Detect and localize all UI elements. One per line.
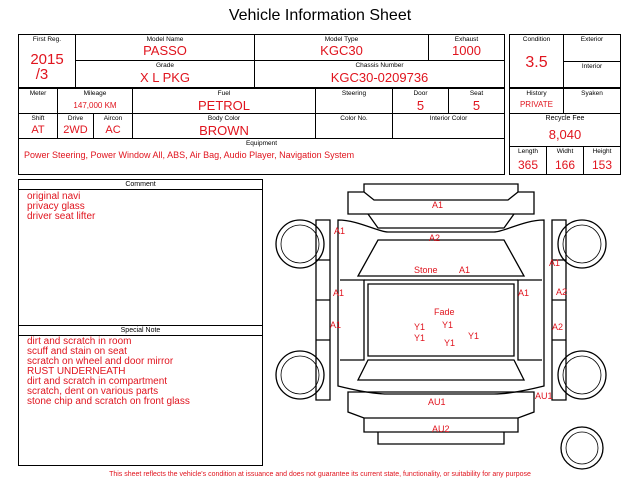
history-cell [509,88,564,114]
mileage-cell [57,88,133,114]
damage-code: AU2 [432,424,450,434]
recycle-header: Recycle Fee [545,115,585,122]
width-cell [546,146,584,175]
steering-cell [315,88,393,114]
chassis-value: KGC30-0209736 [330,70,429,85]
seat-value: 5 [472,98,481,113]
exhaust-cell [428,34,505,61]
comment-box [18,179,263,326]
damage-code: Y1 [468,331,480,341]
length-header: Length [518,148,538,155]
damage-code: A2 [556,287,568,297]
fuel-header: Fuel [217,90,231,97]
comment-line: privacy glass [27,201,85,212]
length-value: 365 [517,158,539,172]
interior-color-header: Interior Color [429,115,468,122]
shift-value: AT [31,124,45,136]
damage-code: AU1 [535,391,553,401]
model-type-value: KGC30 [320,43,363,58]
grade-value: X L PKG [139,70,191,85]
special-note-box [18,325,263,466]
body-color-cell [132,113,316,139]
wheel-rear-right [558,351,606,399]
right-side-outline [552,220,566,400]
condition-value: 3.5 [525,54,548,71]
first-reg-cell [18,34,76,88]
door-cell [392,88,449,114]
comment-header: Comment [19,180,262,190]
sheet-title: Vehicle Information Sheet [228,7,412,24]
windshield [358,240,524,276]
special-note-line: dirt and scratch in room [27,336,132,347]
spare-wheel [561,427,603,469]
special-note-header: Special Note [19,326,262,336]
damage-code: A1 [432,200,444,210]
first-reg-month: /3 [35,66,49,83]
special-note-line: dirt and scratch in compartment [27,376,168,387]
height-header: Height [592,148,612,155]
aircon-header: Aircon [103,115,123,122]
mileage-value: 147,000 KM [73,101,117,110]
condition-cell [509,34,564,88]
fuel-value: PETROL [197,98,250,113]
comment-line: original navi [27,191,81,202]
color-no-cell [315,113,393,139]
damage-code: A1 [459,265,471,275]
exterior-cell [563,34,621,62]
width-header: Widht [556,148,574,155]
aircon-value: AC [105,124,121,136]
damage-code: A1 [334,226,346,236]
drive-cell [57,113,94,139]
damage-code: Y1 [414,322,426,332]
recycle-cell [509,113,621,147]
special-note-line: RUST UNDERNEATH [27,366,126,377]
damage-code: A1 [518,288,530,298]
comment-line: driver seat lifter [27,211,96,222]
first-reg-year: 2015 [30,51,64,68]
recycle-value: 8,040 [548,127,582,142]
model-type-header: Model Type [324,36,359,43]
condition-header: Condition [522,36,551,43]
wheel-rear-left [276,351,324,399]
interior-header: Interior [581,63,603,70]
damage-code: A1 [549,258,561,268]
special-note-line: scuff and stain on seat [27,346,127,357]
shift-cell [18,113,58,139]
damage-code: A1 [333,288,345,298]
meter-cell [18,88,58,114]
wheel-front-left [276,220,324,268]
damage-code: Y1 [442,320,454,330]
equipment-header: Equipment [245,140,278,147]
damage-code: Y1 [444,338,456,348]
height-cell [583,146,621,175]
exhaust-value: 1000 [452,43,481,58]
shift-header: Shift [31,115,45,122]
damage-code: AU1 [428,397,446,407]
special-note-line: scratch, dent on various parts [27,386,159,397]
drive-value: 2WD [63,124,88,136]
damage-code: Y1 [414,333,426,343]
steering-header: Steering [341,90,367,97]
left-side-outline [316,220,330,400]
body-color-value: BROWN [199,123,249,138]
drive-header: Drive [67,115,84,122]
body-color-header: Body Color [207,115,241,122]
width-value: 166 [554,158,576,172]
exhaust-header: Exhaust [454,36,479,43]
mileage-header: Mileage [83,90,107,97]
equipment-value: Power Steering, Power Window All, ABS, Air Bag, Audio Player, Navigation System [24,150,355,160]
interior-color-cell [392,113,505,139]
history-header: History [526,90,547,97]
length-cell [509,146,547,175]
model-name-cell [75,34,255,61]
grade-header: Grade [155,62,175,69]
fuel-cell [132,88,316,114]
door-header: Door [413,90,428,97]
height-value: 153 [591,158,613,172]
chassis-header: Chassis Number [355,62,404,69]
seat-header: Seat [469,90,484,97]
meter-header: Meter [29,90,47,97]
special-note-line: scratch on wheel and door mirror [27,356,174,367]
disclaimer-footer: This sheet reflects the vehicle's condition at issuance and does not guarantee its current state, functionality, or suitability for any purpose [109,471,531,478]
equipment-cell [18,138,505,175]
seat-cell [448,88,505,114]
aircon-cell [93,113,133,139]
damage-code: Fade [434,307,455,317]
special-note-line: stone chip and scratch on front glass [27,396,190,407]
damage-code: A2 [552,322,564,332]
wheel-front-right [558,220,606,268]
door-value: 5 [416,98,425,113]
color-no-header: Color No. [340,115,368,122]
comment-list [27,192,95,222]
interior-cell [563,61,621,88]
model-type-cell [254,34,429,61]
exterior-header: Exterior [580,36,604,43]
damage-code: Stone [414,265,438,275]
first-reg-header: First Reg. [32,36,62,43]
history-value: PRIVATE [519,100,554,109]
damage-code: A1 [330,320,342,330]
grade-cell [75,60,255,88]
damage-code: A2 [429,233,441,243]
chassis-cell [254,60,505,88]
model-name-value: PASSO [143,43,187,58]
roof [368,284,514,356]
special-note-list [27,337,190,407]
syaken-cell [563,88,621,114]
model-name-header: Model Name [146,36,184,43]
syaken-header: Syaken [581,90,603,97]
